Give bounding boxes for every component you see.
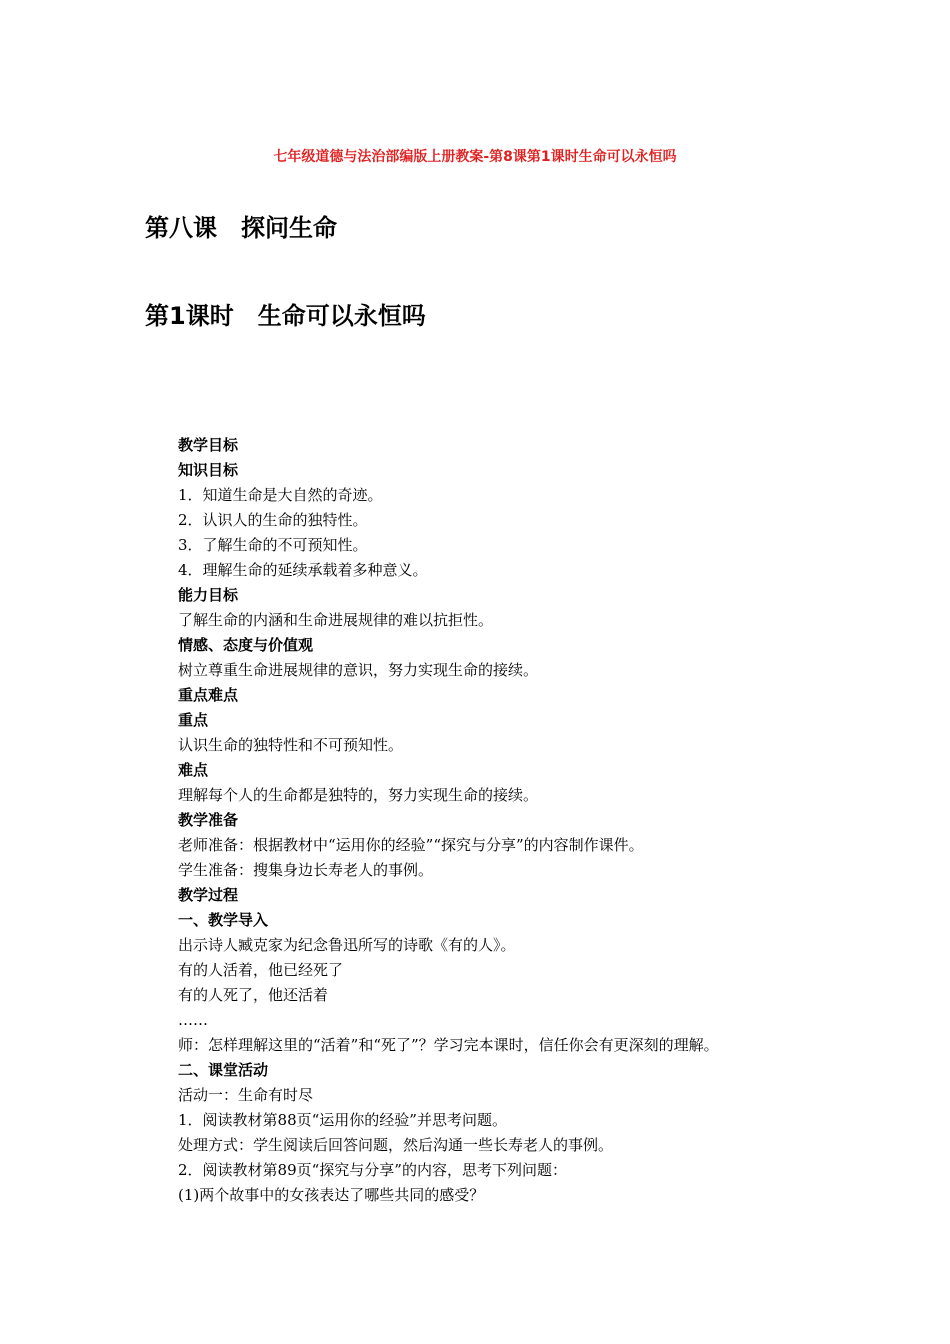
- section-heading: 一、教学导入: [178, 911, 269, 929]
- paragraph-line: 老师准备：根据教材中“运用你的经验”“探究与分享”的内容制作课件。: [178, 836, 644, 854]
- paragraph-line: 了解生命的内涵和生命进展规律的难以抗拒性。: [178, 611, 494, 629]
- lesson-title: 第八课 探问生命: [145, 214, 337, 242]
- section-heading: 教学准备: [178, 811, 239, 829]
- paragraph-line: 1．知道生命是大自然的奇迹。: [178, 486, 383, 504]
- section-heading: 教学过程: [178, 886, 239, 904]
- paragraph-line: 2．阅读教材第89页“探究与分享”的内容，思考下列问题：: [178, 1161, 567, 1179]
- paragraph-line: 2．认识人的生命的独特性。: [178, 511, 368, 529]
- period-title: 第1课时 生命可以永恒吗: [145, 302, 426, 330]
- paragraph-line: 有的人死了，他还活着: [178, 986, 329, 1004]
- section-heading: 情感、态度与价值观: [178, 636, 314, 654]
- section-heading: 难点: [178, 761, 209, 779]
- paragraph-line: 3．了解生命的不可预知性。: [178, 536, 368, 554]
- paragraph-line: 学生准备：搜集身边长寿老人的事例。: [178, 861, 434, 879]
- section-heading: 重点: [178, 711, 209, 729]
- paragraph-line: 认识生命的独特性和不可预知性。: [178, 736, 404, 754]
- section-heading: 二、课堂活动: [178, 1061, 269, 1079]
- paragraph-line: ……: [178, 1011, 208, 1029]
- paragraph-line: (1)两个故事中的女孩表达了哪些共同的感受？: [178, 1186, 485, 1204]
- paragraph-line: 1．阅读教材第88页“运用你的经验”并思考问题。: [178, 1111, 507, 1129]
- section-heading: 能力目标: [178, 586, 239, 604]
- paragraph-line: 树立尊重生命进展规律的意识，努力实现生命的接续。: [178, 661, 539, 679]
- section-heading: 教学目标: [178, 436, 239, 454]
- paragraph-line: 理解每个人的生命都是独特的，努力实现生命的接续。: [178, 786, 539, 804]
- paragraph-line: 4．理解生命的延续承载着多种意义。: [178, 561, 428, 579]
- paragraph-line: 活动一：生命有时尽: [178, 1086, 314, 1104]
- paragraph-line: 师：怎样理解这里的“活着”和“死了”？学习完本课时，信任你会有更深刻的理解。: [178, 1036, 719, 1054]
- paragraph-line: 出示诗人臧克家为纪念鲁迅所写的诗歌《有的人》。: [178, 936, 516, 954]
- lesson-plan-body: [178, 433, 858, 1208]
- paragraph-line: 处理方式：学生阅读后回答问题，然后沟通一些长寿老人的事例。: [178, 1136, 614, 1154]
- section-heading: 重点难点: [178, 686, 239, 704]
- section-heading: 知识目标: [178, 461, 239, 479]
- paragraph-line: 有的人活着，他已经死了: [178, 961, 344, 979]
- document-header: 七年级道德与法治部编版上册教案-第8课第1课时生命可以永恒吗: [273, 149, 677, 165]
